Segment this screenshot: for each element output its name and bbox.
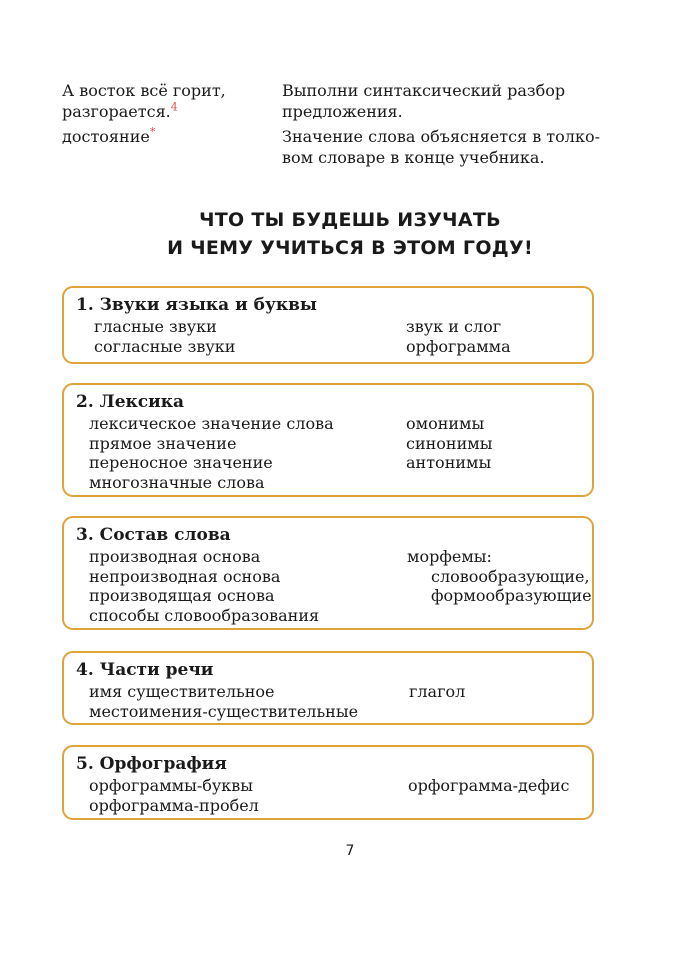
page-heading-line: И ЧЕМУ УЧИТЬСЯ В ЭТОМ ГОДУ!	[167, 237, 533, 259]
section-left-column	[89, 414, 334, 492]
legend-description	[282, 126, 612, 168]
legend-description-line: предложения.	[282, 102, 403, 121]
term-item: прямое значение	[89, 433, 237, 453]
term-item: словообразующие,	[431, 566, 590, 586]
section-left-column	[94, 317, 235, 356]
section-left-column	[89, 776, 259, 815]
section-box-lexicon	[62, 383, 594, 497]
legend-row-dictionary	[62, 126, 622, 170]
section-left-column	[89, 547, 319, 625]
term-item: согласные звуки	[94, 336, 236, 356]
section-title: 4. Части речи	[76, 660, 214, 680]
section-left-column	[89, 682, 358, 721]
term-item: производящая основа	[89, 586, 275, 605]
term-item: морфемы:	[407, 547, 492, 566]
legend-description-line: вом словаре в конце учебника.	[282, 148, 545, 167]
section-title: 1. Звуки языка и буквы	[76, 295, 317, 315]
legend-row-parsing	[62, 80, 622, 124]
section-title: 5. Орфография	[76, 754, 227, 774]
section-box-sounds	[62, 286, 594, 364]
term-item: производная основа	[89, 547, 261, 566]
section-box-parts-of-speech	[62, 651, 594, 725]
section-right-column	[406, 414, 492, 473]
legend-example-sentence: А восток всё горит, разгорается.$^4$	[62, 81, 226, 121]
legend-description	[282, 80, 612, 122]
legend-description-line: Значение слова объясняется в толко-	[282, 127, 600, 146]
section-right-column	[406, 317, 511, 356]
term-item: формообразующие	[431, 586, 592, 605]
term-item: способы словообразования	[89, 605, 320, 625]
page-number: 7	[345, 843, 355, 859]
term-item: орфограмма-пробел	[89, 795, 259, 815]
section-right-column	[409, 682, 465, 702]
section-box-orthography	[62, 745, 594, 820]
term-item: орфограмма	[406, 336, 511, 356]
term-item: гласные звуки	[94, 317, 217, 336]
term-item: орфограмма-дефис	[408, 776, 570, 795]
term-item: переносное значение	[89, 453, 273, 472]
term-item: лексическое значение слова	[89, 414, 334, 433]
section-title: 2. Лексика	[76, 392, 185, 412]
section-title: 3. Состав слова	[76, 525, 231, 545]
term-item: антонимы	[406, 453, 492, 472]
term-item: непроизводная основа	[89, 566, 281, 586]
section-box-word-structure	[62, 516, 594, 630]
legend-marker-asterisk: *	[149, 125, 156, 139]
page-heading-line: ЧТО ТЫ БУДЕШЬ ИЗУЧАТЬ	[199, 209, 501, 231]
page-heading	[0, 206, 700, 262]
term-item: имя существительное	[89, 682, 275, 701]
legend-example-word: достояние*	[62, 125, 156, 146]
term-item: глагол	[409, 682, 466, 701]
term-item: звук и слог	[406, 317, 502, 336]
term-item: местоимения-существительные	[89, 701, 359, 721]
section-right-column	[407, 547, 592, 606]
legend-marker-number: 4	[170, 100, 178, 114]
legend-description-line: Выполни синтаксический разбор	[282, 81, 566, 100]
term-item: омонимы	[406, 414, 485, 433]
term-item: орфограммы-буквы	[89, 776, 254, 795]
term-item: многозначные слова	[89, 472, 265, 492]
section-right-column	[408, 776, 570, 796]
term-item: синонимы	[406, 433, 493, 453]
